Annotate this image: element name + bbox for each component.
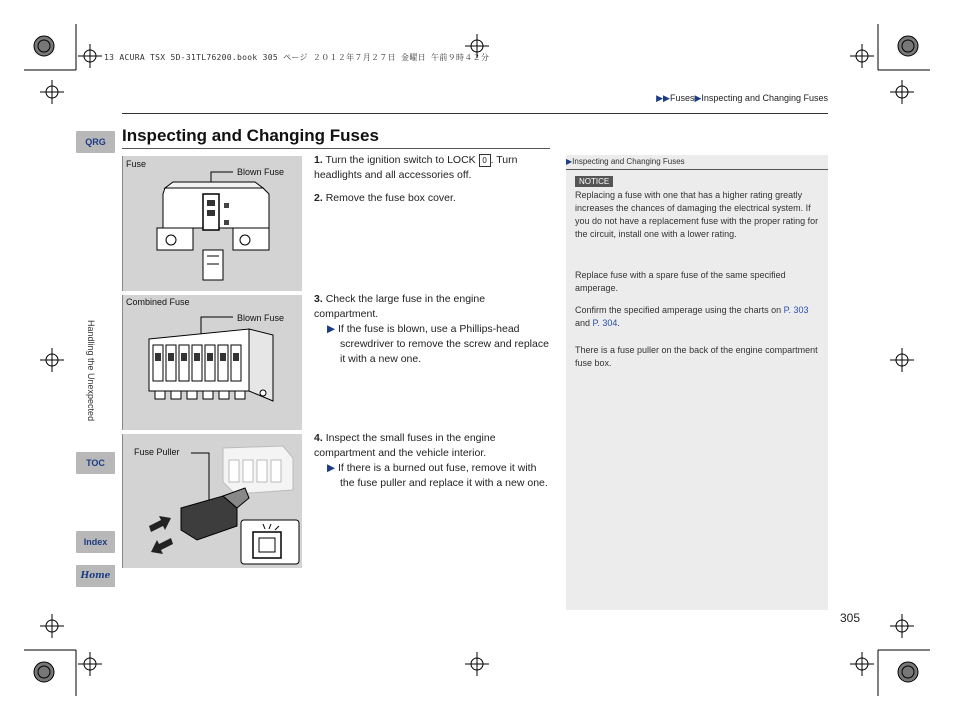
notes-panel-title: Inspecting and Changing Fuses (572, 157, 685, 166)
step-3-number: 3. (314, 293, 323, 305)
notice-text: Replacing a fuse with one that has a higher rating greatly increases the chances of damaging the electrical system. If you do not have a replacement fuse with the proper rating for the circuit, install one with a lower rating. (575, 190, 819, 239)
breadcrumb-arrows: ▶▶ (656, 93, 670, 103)
step-3-sub-text: If the fuse is blown, use a Phillips-head screwdriver to remove the screw and replace it with a new one. (338, 323, 549, 365)
step-1-text-a: Turn the ignition switch to LOCK (325, 154, 479, 166)
page-303-link[interactable]: P. 303 (783, 305, 809, 315)
step-3-text: Check the large fuse in the engine compartment. (314, 293, 486, 320)
fuse-illustration (123, 156, 302, 291)
figure-fuse-puller (122, 434, 302, 568)
step-4 (314, 431, 550, 491)
page-304-link[interactable]: P. 304 (592, 318, 618, 328)
arrow-right-icon: ▶ (327, 323, 338, 335)
fuse-puller-note: There is a fuse puller on the back of the engine compartment fuse box. (575, 345, 818, 368)
step-3-substep (327, 322, 550, 367)
reference-arrow-icon: ▶ (566, 157, 573, 166)
toc-button[interactable]: TOC (76, 452, 115, 474)
figure-fuse-puller-callout: Fuse Puller (134, 447, 180, 457)
print-header: 13 ACURA TSX 5D-31TL76200.book 305 ページ ２０１２年７月２７日 金曜日 午前９時４２分 (104, 53, 490, 62)
notice-badge: NOTICE (575, 176, 613, 187)
step-2-number: 2. (314, 192, 323, 204)
breadcrumb-current[interactable]: Inspecting and Changing Fuses (701, 93, 828, 103)
notes-panel-header (566, 155, 828, 170)
breadcrumb-separator: ▶ (694, 93, 702, 103)
index-button[interactable]: Index (76, 531, 115, 553)
step-1-text-b: . Turn headlights and all accessories off. (314, 154, 518, 181)
section-vertical-label: Handling the Unexpected (86, 320, 96, 422)
breadcrumb-fuses[interactable]: Fuses (669, 93, 695, 103)
page-title: Inspecting and Changing Fuses (122, 126, 379, 145)
figure-fuse-label: Fuse (126, 159, 147, 169)
figure-fuse (122, 156, 302, 291)
amperage-note (575, 304, 821, 330)
combined-fuse-illustration (123, 295, 302, 430)
page-number: 305 (840, 611, 861, 625)
step-2-text: Remove the fuse box cover. (325, 192, 456, 204)
step-1 (314, 153, 550, 183)
qrg-button[interactable]: QRG (76, 131, 115, 153)
amperage-note-text: Confirm the specified amperage using the charts on (575, 305, 784, 315)
arrow-right-icon: ▶ (327, 462, 338, 474)
lock-position-icon: 0 (479, 154, 491, 167)
amperage-note-and: and (575, 318, 593, 328)
spare-fuse-note: Replace fuse with a spare fuse of the same specified amperage. (575, 270, 786, 293)
figure-combined-fuse (122, 295, 302, 430)
step-4-sub-text: If there is a burned out fuse, remove it with the fuse puller and replace it with a new one. (338, 462, 548, 489)
step-3 (314, 292, 550, 367)
home-button[interactable]: Home (76, 565, 115, 587)
step-1-number: 1. (314, 154, 323, 166)
step-2 (314, 191, 550, 206)
amperage-note-end: . (617, 318, 620, 328)
fuse-puller-illustration (123, 434, 302, 568)
step-4-text: Inspect the small fuses in the engine compartment and the vehicle interior. (314, 432, 496, 459)
step-4-number: 4. (314, 432, 323, 444)
figure-combined-fuse-callout: Blown Fuse (237, 313, 285, 323)
step-4-substep (327, 461, 550, 491)
breadcrumb (656, 93, 828, 104)
figure-fuse-callout: Blown Fuse (237, 167, 285, 177)
figure-combined-fuse-label: Combined Fuse (126, 297, 190, 307)
title-rule (122, 148, 550, 149)
header-rule (122, 113, 828, 114)
